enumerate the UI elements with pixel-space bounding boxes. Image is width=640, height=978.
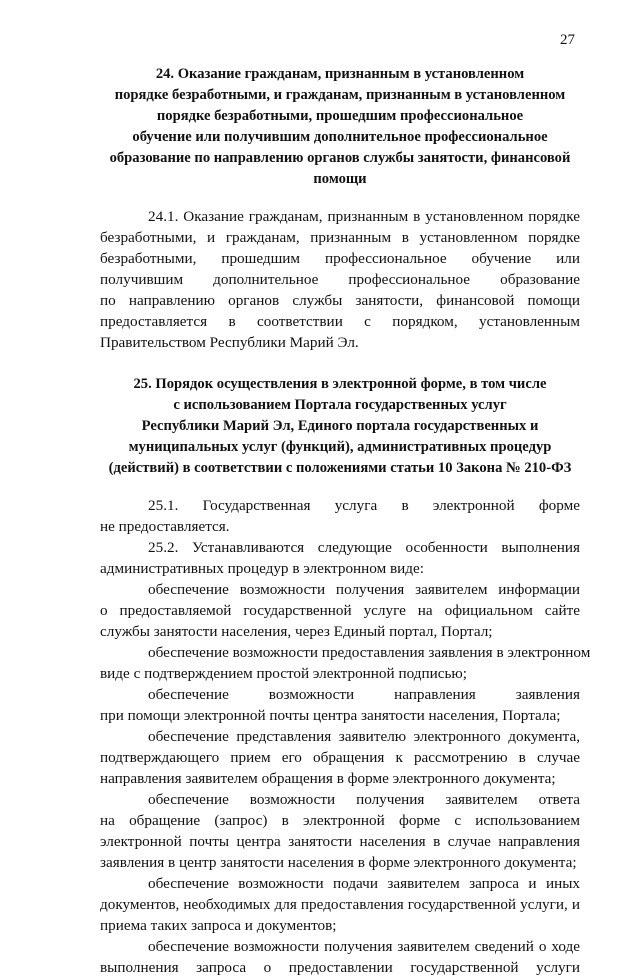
heading-line: муниципальных услуг (функций), административных процедур (128, 439, 552, 455)
text-line: службы занятости населения, через Единый портал, Портал; (100, 623, 493, 640)
text-line: выполнения запроса о предоставлении государственной услуги (100, 959, 580, 976)
section-24-heading (100, 64, 580, 190)
heading-line: (действий) в соответствии с положениями статьи 10 Закона № 210-ФЗ (108, 460, 572, 476)
text-line: обеспечение представления заявителю электронного документа, (148, 728, 580, 745)
text-line: обеспечение возможности предоставления заявления в электронном (148, 644, 591, 661)
text-line: при помощи электронной почты центра занятости населения, Портала; (100, 707, 561, 724)
text-line: подтверждающего прием его обращения к рассмотрению в случае (100, 749, 580, 766)
text-line: безработными, и гражданам, признанным в установленном порядке (100, 229, 580, 246)
text-line: административных процедур в электронном виде: (100, 560, 424, 577)
text-line: 25.2. Устанавливаются следующие особенности выполнения (148, 539, 580, 556)
heading-line: обучение или получившим дополнительное профессиональное (132, 129, 548, 145)
text-line: 25.1. Государственная услуга в электронной форме (148, 497, 580, 514)
heading-line: 25. Порядок осуществления в электронной форме, в том числе (133, 376, 547, 392)
text-line: обеспечение возможности получения заявителем сведений о ходе (148, 938, 580, 955)
heading-line: порядке безработными, и гражданам, признанным в установленном (114, 87, 566, 103)
text-line: обеспечение возможности направления заявления (148, 686, 580, 703)
text-line: виде с подтверждением простой электронной подписью; (100, 665, 467, 682)
text-line: приема таких запроса и документов; (100, 917, 337, 934)
text-line: 24.1. Оказание гражданам, признанным в установленном порядке (148, 208, 580, 225)
heading-line: 24. Оказание гражданам, признанным в установленном (155, 66, 525, 82)
text-line: на обращение (запрос) в электронной форме с использованием (100, 812, 580, 829)
text-line: обеспечение возможности получения заявителем информации (148, 581, 580, 598)
document-body (100, 64, 591, 978)
text-line: документов, необходимых для предоставления государственной услуги, и (100, 896, 580, 913)
text-line: не предоставляется. (100, 518, 230, 535)
page-number: 27 (560, 32, 575, 48)
text-line: получившим дополнительное профессиональное образование (100, 271, 580, 288)
text-line: безработными, прошедшим профессиональное обучение или (100, 250, 580, 267)
text-line: обеспечение возможности подачи заявителем запроса и иных (148, 875, 580, 892)
paragraph-24-1 (100, 206, 580, 353)
text-line: направления заявителем обращения в форме электронного документа; (100, 770, 556, 787)
text-line: по направлению органов службы занятости, финансовой помощи (100, 292, 580, 309)
text-line: Правительством Республики Марий Эл. (100, 334, 359, 351)
section-25-heading (100, 374, 580, 479)
heading-line: помощи (313, 171, 367, 187)
heading-line: с использованием Портала государственных услуг (173, 397, 507, 413)
text-line: обеспечение возможности получения заявителем ответа (148, 791, 580, 808)
text-line: заявления в центр занятости населения в форме электронного документа; (100, 854, 577, 871)
text-line: предоставляется в соответствии с порядком, установленным (100, 313, 580, 330)
heading-line: образование по направлению органов службы занятости, финансовой (109, 150, 571, 166)
heading-line: Республики Марий Эл, Единого портала государственных и (141, 418, 539, 434)
text-line: электронной почты центра занятости населения в случае направления (100, 833, 580, 850)
heading-line: порядке безработными, прошедшим профессиональное (156, 108, 524, 124)
section-25-body (100, 495, 591, 978)
text-line: о предоставляемой государственной услуге на официальном сайте (100, 602, 580, 619)
